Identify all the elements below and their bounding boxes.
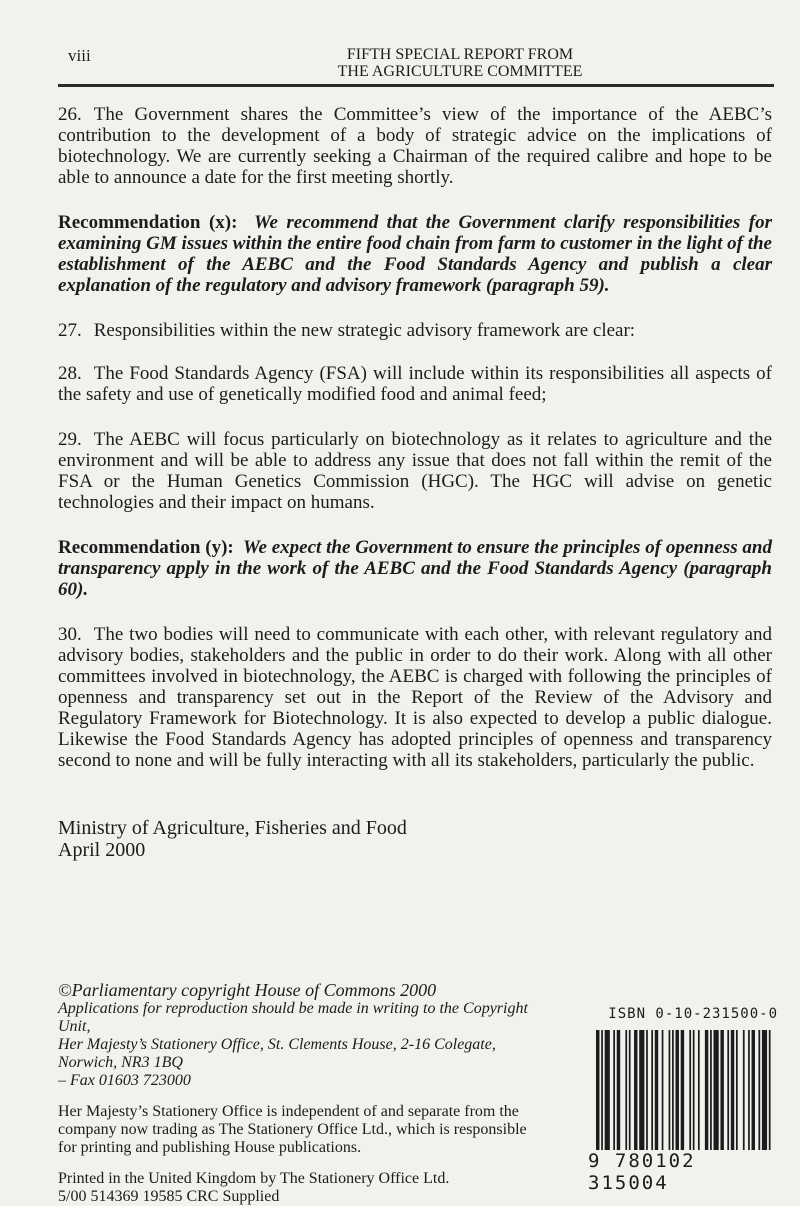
print-code: 5/00 514369 19585 CRC Supplied: [58, 1188, 280, 1205]
barcode-bar: [613, 1030, 615, 1150]
hmso-address: Her Majesty’s Stationery Office, St. Clements House, 2-16 Colegate, Norwich, NR3 1BQ: [58, 1036, 496, 1071]
barcode-bar: [669, 1030, 671, 1150]
paragraph-28: [58, 363, 772, 405]
barcode-bar: [651, 1030, 653, 1150]
page-number: viii: [68, 46, 91, 65]
barcode-bar: [672, 1030, 674, 1150]
barcode-bar: [676, 1030, 679, 1150]
paragraph-number: 28.: [58, 363, 82, 384]
independence-note: Her Majesty’s Stationery Office is independent of and separate from the company now trading as The Stationery Office Ltd., which is responsible for printing and publishing House publications.: [58, 1103, 527, 1156]
report-body: [58, 104, 772, 861]
recommendation-label: Recommendation (y):: [58, 537, 234, 558]
barcode-bar: [710, 1030, 712, 1150]
barcode-bar: [698, 1030, 700, 1150]
barcode-digits: 9 780102 315004: [588, 1150, 696, 1194]
recommendation-y: [58, 537, 772, 600]
barcode-bar: [720, 1030, 723, 1150]
barcode-bar: [634, 1030, 637, 1150]
paragraph-number: 30.: [58, 624, 82, 645]
paragraph-26: [58, 104, 772, 188]
barcode-bar: [689, 1030, 691, 1150]
isbn-number: ISBN 0-10-231500-0: [608, 1006, 778, 1022]
recommendation-text: We recommend that the Government clarify responsibilities for examining GM issues within the entire food chain from farm to customer in the light of the establishment of the AEBC and the Food Standards Agency and publish a clear explanation of the regulatory and advisory framework (paragraph 59).: [58, 212, 772, 296]
reproduction-note: Applications for reproduction should be made in writing to the Copyright Unit,: [58, 1000, 528, 1035]
header-rule: [58, 84, 774, 87]
barcode-bar: [639, 1030, 644, 1150]
signoff-date: April 2000: [58, 839, 146, 861]
barcode-bar: [601, 1030, 603, 1150]
barcode-bar: [617, 1030, 620, 1150]
paragraph-number: 29.: [58, 429, 82, 450]
running-head: [240, 46, 680, 80]
fax-number: – Fax 01603 723000: [58, 1072, 191, 1089]
paragraph-number: 27.: [58, 320, 82, 341]
recommendation-label: Recommendation (x):: [58, 212, 238, 233]
barcode-bar: [646, 1030, 648, 1150]
barcode-bar: [752, 1030, 755, 1150]
barcode-bar: [693, 1030, 695, 1150]
barcode-bar: [681, 1030, 684, 1150]
isbn-block: [588, 1006, 778, 1194]
signoff-organisation: Ministry of Agriculture, Fisheries and Food: [58, 817, 407, 839]
printer-line: Printed in the United Kingdom by The Stationery Office Ltd.: [58, 1170, 450, 1187]
barcode-bar: [727, 1030, 729, 1150]
barcode-bar: [629, 1030, 631, 1150]
paragraph-number: 26.: [58, 104, 82, 125]
barcode-bar: [748, 1030, 750, 1150]
paragraph-text: The AEBC will focus particularly on biotechnology as it relates to agriculture and the environment and will be able to address any issue that does not fall within the remit of the FSA or the Human Genetics Commission (HGC). The HGC will advise on genetic technologies and their impact on humans.: [58, 429, 772, 513]
paragraph-text: Responsibilities within the new strategic advisory framework are clear:: [93, 320, 636, 341]
barcode-bar: [705, 1030, 708, 1150]
paragraph-29: [58, 429, 772, 513]
recommendation-text: We expect the Government to ensure the principles of openness and transparency apply in the work of the AEBC and the Food Standards Agency (paragraph 60).: [58, 537, 772, 600]
barcode-bar: [662, 1030, 664, 1150]
copyright-line: ©Parliamentary copyright House of Commons 2000: [58, 980, 437, 1000]
barcode-bar: [731, 1030, 734, 1150]
paragraph-27: [58, 320, 772, 341]
paragraph-text: The Government shares the Committee’s view of the importance of the AEBC’s contribution to the development of a body of strategic advice on the implications of biotechnology. We are currently seeking a Chairman of the required calibre and hope to be able to announce a date for the first meeting shortly.: [58, 104, 772, 188]
imprint-footer: [58, 981, 528, 1206]
barcode-bar: [714, 1030, 719, 1150]
barcode-bar: [596, 1030, 599, 1150]
paragraph-text: The Food Standards Agency (FSA) will include within its responsibilities all aspects of the safety and use of genetically modified food and animal feed;: [58, 363, 772, 405]
barcode-bar: [743, 1030, 745, 1150]
signoff: [58, 817, 772, 861]
running-head-line-2: THE AGRICULTURE COMMITTEE: [337, 63, 583, 80]
paragraph-30: [58, 624, 772, 771]
paragraph-text: The two bodies will need to communicate with each other, with relevant regulatory and advisory bodies, stakeholders and the public in order to do their work. Along with all other committees involved in biotechnology, the AEBC is charged with following the principles of openness and transparency set out in the Report of the Review of the Advisory and Regulatory Framework for Biotechnology. It is also expected to develop a public dialogue. Likewise the Food Standards Agency has adopted principles of openness and transparency second to none and will be fully interacting with all its stakeholders, particularly the public.: [58, 624, 772, 771]
barcode-bar: [605, 1030, 610, 1150]
recommendation-x: [58, 212, 772, 296]
barcode-bar: [769, 1030, 771, 1150]
barcode-bar: [762, 1030, 767, 1150]
barcode-bar: [625, 1030, 627, 1150]
running-head-line-1: FIFTH SPECIAL REPORT FROM: [346, 46, 574, 63]
barcode-bar: [736, 1030, 738, 1150]
barcode-bar: [655, 1030, 658, 1150]
barcode-bar: [758, 1030, 760, 1150]
barcode-icon: [596, 1030, 774, 1150]
